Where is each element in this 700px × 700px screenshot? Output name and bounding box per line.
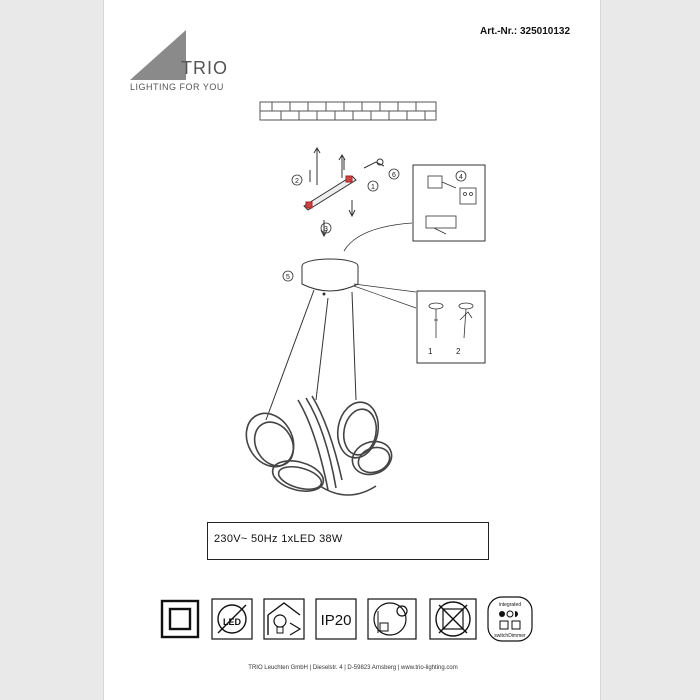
wiring-callout-line: [340, 215, 414, 255]
ip20-icon: [314, 597, 358, 641]
pendant-lamp-drawing: [236, 280, 426, 520]
step-6-label: 6: [392, 172, 396, 179]
step-4-label: 4: [459, 174, 463, 181]
no-dimmer-icon: [428, 597, 478, 641]
protection-class-2-icon: [158, 597, 202, 641]
integrated-label: integrated: [498, 602, 522, 608]
detail-step-1-label: 1: [428, 347, 433, 356]
article-number: Art.-Nr.: 325010132: [480, 26, 571, 37]
switchdimmer-label: switchDimmer: [494, 633, 526, 639]
step-5-label: 5: [286, 274, 290, 281]
footer-address: TRIO Leuchten GmbH | Dieselstr. 4 | D-59823 Arnsberg | www.trio-lighting.com: [248, 665, 458, 671]
ip20-label: IP20: [320, 612, 352, 629]
wiring-detail-box: [412, 164, 486, 244]
step-3-label: 3: [324, 226, 328, 233]
integrated-switchdimmer-icon: [486, 595, 534, 643]
spec-text: 230V~ 50Hz 1xLED 38W: [214, 533, 343, 545]
ceiling-icon: [258, 100, 438, 124]
led-label: LED: [223, 617, 241, 627]
step-2-label: 2: [295, 178, 299, 185]
step-1-label: 1: [371, 184, 375, 191]
bulb-house-icon: [262, 597, 306, 641]
detail-step-2-label: 2: [456, 347, 461, 356]
led-not-replaceable-icon: [210, 597, 254, 641]
adjustable-height-icon: [366, 597, 418, 641]
brand-tagline: LIGHTING FOR YOU: [130, 82, 224, 92]
brand-name: TRIO: [181, 58, 228, 78]
height-adjust-detail-box: [416, 290, 486, 366]
trio-logo-icon: [128, 28, 188, 82]
